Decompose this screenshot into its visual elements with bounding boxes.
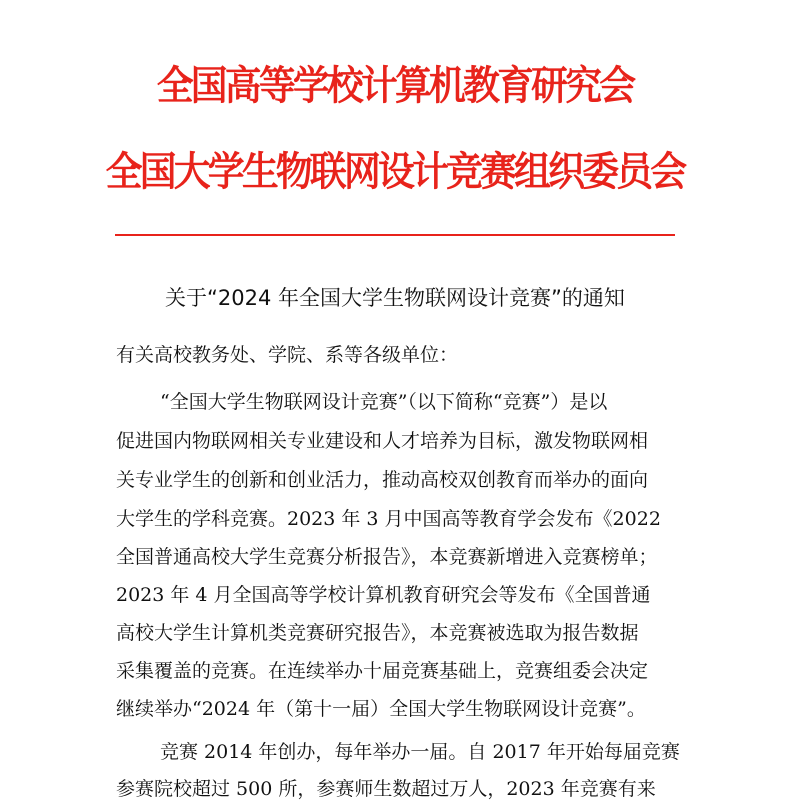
paragraph-1-line: 大学生的学科竞赛。2023 年 3 月中国高等教育学会发布《2022 (116, 508, 661, 530)
paragraph-2-line: 竞赛 2014 年创办，每年举办一届。自 2017 年开始每届竞赛 (160, 741, 680, 763)
paragraph-1-line: 全国普通高校大学生竞赛分析报告》，本竞赛新增进入竞赛榜单； (116, 546, 658, 568)
paragraph-1-line: 关专业学生的创新和创业活力，推动高校双创教育而举办的面向 (116, 469, 649, 491)
paragraph-1-line: 采集覆盖的竞赛。在连续举办十届竞赛基础上，竞赛组委会决定 (116, 660, 649, 682)
notice-addressee: 有关高校教务处、学院、系等各级单位： (116, 344, 459, 366)
letterhead-org-line-2: 全国大学生物联网设计竞赛组织委员会 (105, 148, 685, 195)
letterhead-org-line-1: 全国高等学校计算机教育研究会 (156, 62, 634, 109)
letterhead-divider (115, 234, 675, 236)
notice-title: 关于“2024 年全国大学生物联网设计竞赛”的通知 (165, 286, 625, 310)
paragraph-1-line: 促进国内物联网相关专业建设和人才培养为目标，激发物联网相 (116, 430, 649, 452)
paragraph-2-line: 参赛院校超过 500 所，参赛师生数超过万人，2023 年竞赛有来 (116, 778, 656, 800)
paragraph-1-line: 继续举办“2024 年（第十一届）全国大学生物联网设计竞赛”。 (116, 698, 646, 720)
paragraph-1-line: “全国大学生物联网设计竞赛”（以下简称“竞赛”）是以 (160, 391, 608, 413)
paragraph-1-line: 2023 年 4 月全国高等学校计算机教育研究会等发布《全国普通 (116, 584, 651, 606)
paragraph-1-line: 高校大学生计算机类竞赛研究报告》，本竞赛被选取为报告数据 (116, 622, 639, 644)
